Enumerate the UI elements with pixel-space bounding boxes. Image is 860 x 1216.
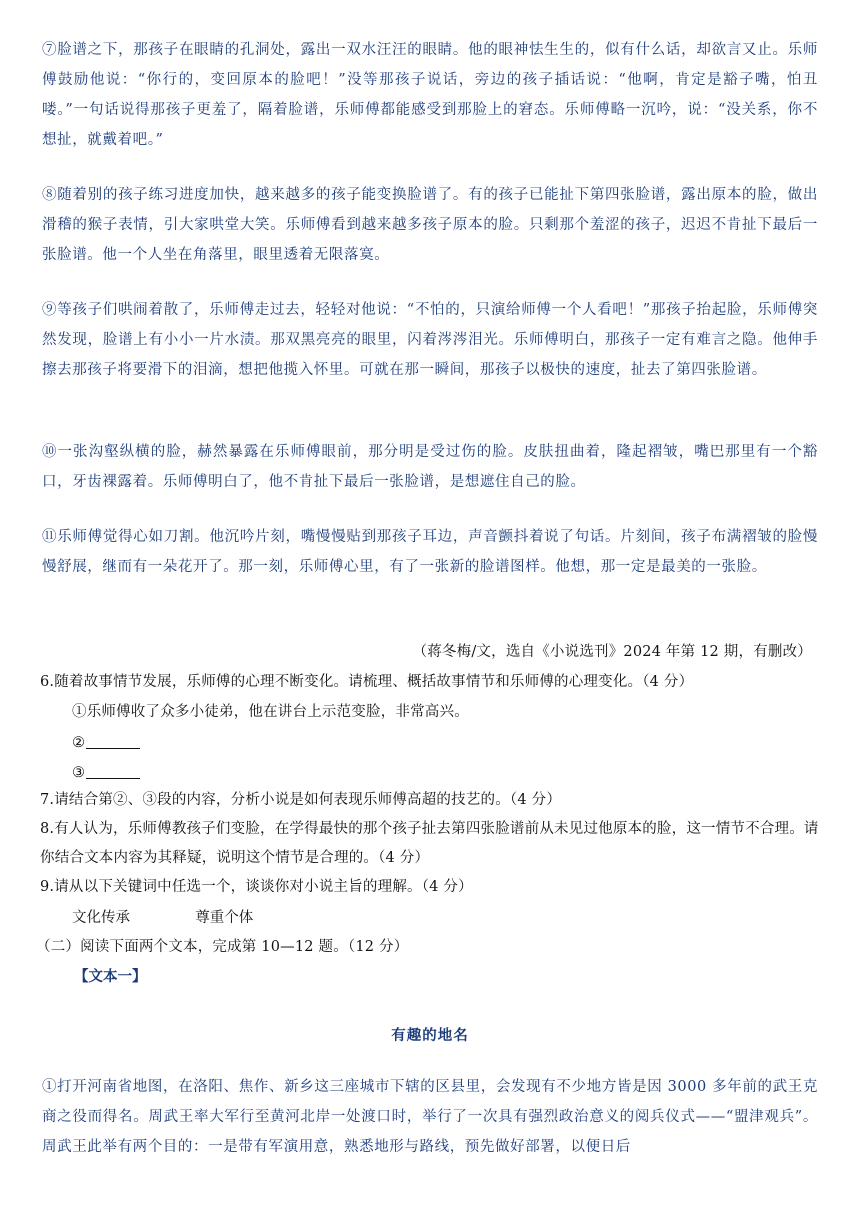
story-paragraph-8: ⑧随着别的孩子练习进度加快，越来越多的孩子能变换脸谱了。有的孩子已能扯下第四张脸谱，露出原本的脸，做出滑稽的猴子表情，引大家哄堂大笑。乐师傅看到越来越多孩子原本的脸。只剩那个羞涩的孩子，迟迟不肯扯下最后一张脸谱。他一个人坐在角落里，眼里透着无限落寞。 xyxy=(42,187,818,263)
question-6: 6.随着故事情节发展，乐师傅的心理不断变化。请梳理、概括故事情节和乐师傅的心理变化。（4 分） xyxy=(40,674,694,690)
question-7: 7.请结合第②、③段的内容，分析小说是如何表现乐师傅高超的技艺的。（4 分） xyxy=(40,792,562,808)
keyword-options xyxy=(72,906,253,930)
section-2-heading: （二）阅读下面两个文本，完成第 10—12 题。（12 分） xyxy=(36,939,409,955)
article-paragraph-1: ①打开河南省地图，在洛阳、焦作、新乡这三座城市下辖的区县里，会发现有不少地方皆是因 3000 多年前的武王克商之役而得名。周武王率大军行至黄河北岸一处渡口时，举行了一次具有强烈政治意义的阅兵仪式——“盟津观兵”。周武王此举有两个目的：一是带有军演用意，熟悉地形与路线，预先做好部署，以便日后 xyxy=(42,1079,818,1155)
keyword-cultural-heritage: 文化传承 xyxy=(72,910,130,926)
item-3-number: ③ xyxy=(72,765,85,781)
story-paragraph-11: ⑪乐师傅觉得心如刀割。他沉吟片刻，嘴慢慢贴到那孩子耳边，声音颤抖着说了句话。片刻间，孩子布满褶皱的脸慢慢舒展，继而有一朵花开了。那一刻，乐师傅心里，有了一张新的脸谱图样。他想，那一定是最美的一张脸。 xyxy=(42,529,818,575)
question-9: 9.请从以下关键词中任选一个，谈谈你对小说主旨的理解。（4 分） xyxy=(40,879,473,895)
question-8: 8.有人认为，乐师傅教孩子们变脸，在学得最快的那个孩子扯去第四张脸谱前从未见过他原本的脸，这一情节不合理。请你结合文本内容为其释疑，说明这个情节是合理的。（4 分） xyxy=(40,821,819,866)
story-source-citation: （蒋冬梅/文，选自《小说选刊》2024 年第 12 期，有删改） xyxy=(412,644,812,660)
story-paragraph-10: ⑩一张沟壑纵横的脸，赫然暴露在乐师傅眼前，那分明是受过伤的脸。皮肤扭曲着，隆起褶皱，嘴巴那里有一个豁口，牙齿裸露着。乐师傅明白了，他不肯扯下最后一张脸谱，是想遮住自己的脸。 xyxy=(42,444,818,490)
question-6-item-2 xyxy=(72,731,140,755)
item-2-number: ② xyxy=(72,735,85,751)
answer-blank[interactable] xyxy=(86,732,140,749)
question-6-item-1: ①乐师傅收了众多小徒弟，他在讲台上示范变脸，非常高兴。 xyxy=(72,704,469,720)
story-paragraph-9: ⑨等孩子们哄闹着散了，乐师傅走过去，轻轻对他说：“不怕的，只演给师傅一个人看吧！”那孩子抬起脸，乐师傅突然发现，脸谱上有小小一片水渍。那双黑亮亮的眼里，闪着涔涔泪光。乐师傅明白，那孩子一定有难言之隐。他伸手擦去那孩子将要滑下的泪滴，想把他揽入怀里。可就在那一瞬间，那孩子以极快的速度，扯去了第四张脸谱。 xyxy=(42,302,818,378)
keyword-respect-individual: 尊重个体 xyxy=(195,910,254,926)
answer-blank[interactable] xyxy=(86,762,140,779)
question-6-item-3 xyxy=(72,761,140,785)
article-title: 有趣的地名 xyxy=(391,1028,469,1044)
story-paragraph-7: ⑦脸谱之下，那孩子在眼睛的孔洞处，露出一双水汪汪的眼睛。他的眼神怯生生的，似有什么话，却欲言又止。乐师傅鼓励他说：“你行的，变回原本的脸吧！”没等那孩子说话，旁边的孩子插话说：“他啊，肯定是豁子嘴，怕丑喽。”一句话说得那孩子更羞了，隔着脸谱，乐师傅都能感受到那脸上的窘态。乐师傅略一沉吟，说：“没关系，你不想扯，就戴着吧。” xyxy=(42,42,818,148)
text-one-label: 【文本一】 xyxy=(74,969,147,985)
